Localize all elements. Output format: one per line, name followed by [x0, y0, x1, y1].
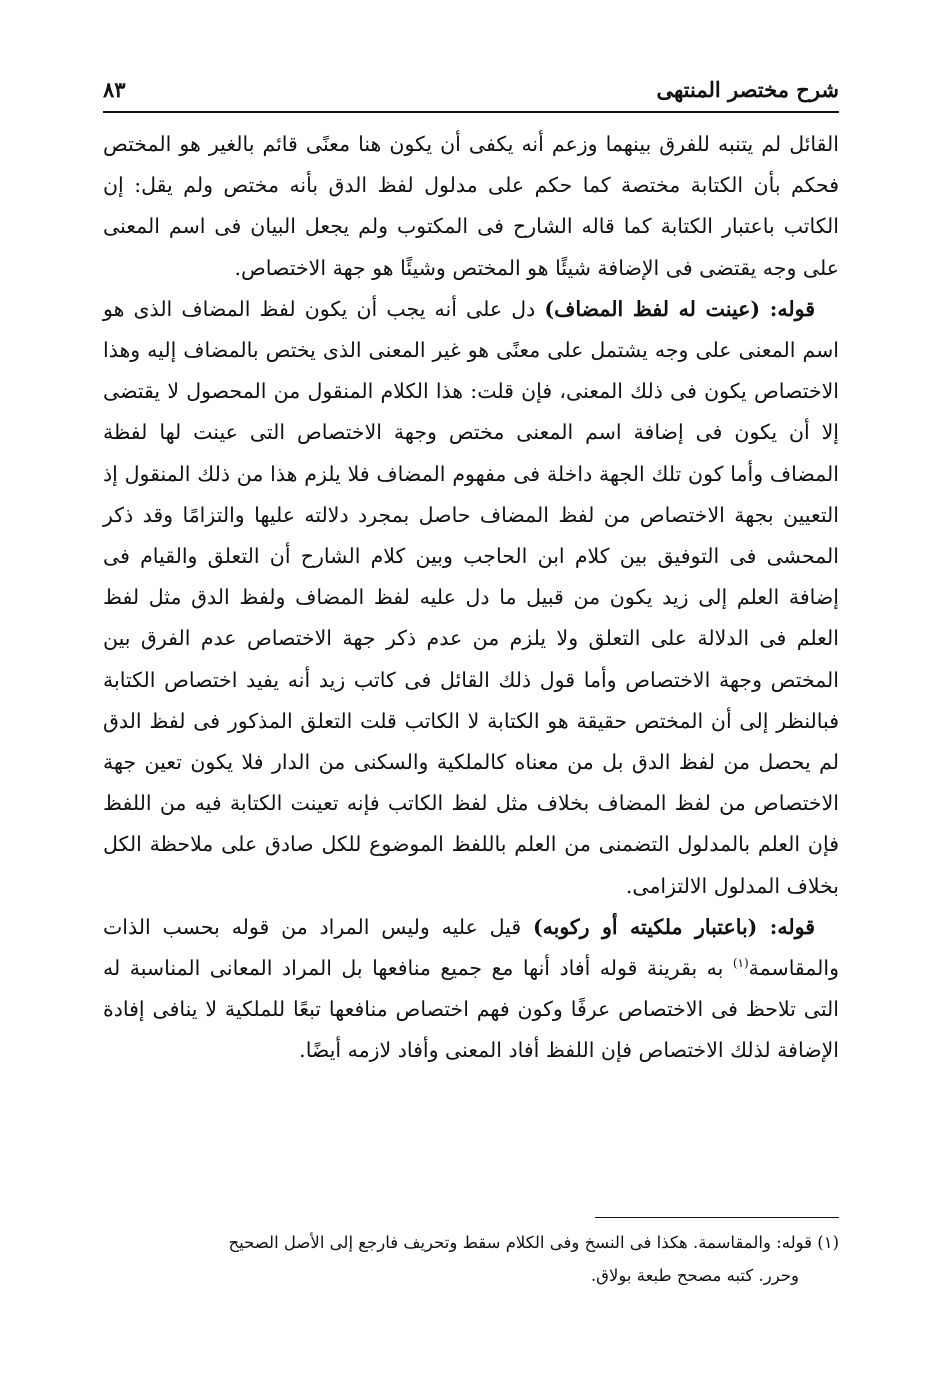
page-number: ٨٣	[103, 76, 126, 102]
page-header	[103, 72, 839, 106]
paragraph-text: قيل عليه وليس المراد من قوله بحسب الذات والمقاسمة	[103, 914, 839, 981]
paragraph-2	[103, 289, 839, 907]
paragraph-text: به بقرينة قوله أفاد أنها مع جميع منافعها بل المراد المعانى المناسبة له التى تلاحظ فى الاختصاص عرفًا وكون فهم اختصاص منافعها تبعًا للملكية لا ينافى إفادة الإضافة لذلك الاختصاص فإن اللفظ أفاد المعنى وأفاد لازمه أيضًا.	[103, 956, 839, 1063]
footnote-marker[interactable]: (١)	[732, 956, 749, 971]
footnote-rule	[595, 1217, 839, 1218]
footnote-1: (١) قوله: والمقاسمة. هكذا فى النسخ وفى الكلام سقط وتحريف فارجع إلى الأصل الصحيح	[228, 1233, 839, 1252]
lemma-heading: قوله: (عينت له لفظ المضاف)	[544, 296, 815, 321]
lemma-heading: قوله: (باعتبار ملكيته أو ركوبه)	[532, 914, 815, 939]
paragraph-3	[103, 907, 839, 1072]
main-text	[103, 124, 839, 1072]
paragraph-text: دل على أنه يجب أن يكون لفظ المضاف الذى هو اسم المعنى على وجه يشتمل على معنًى هو غير المعنى الذى يختص بالمضاف إليه وهذا الاختصاص يكون فى ذلك المعنى، فإن قلت: هذا الكلام المنقول من المحصول لا يقتضى إلا أن يكون فى إضافة اسم المعنى مختص وجهة الاختصاص التى عينت لها لفظة المضاف وأما كون تلك الجهة داخلة فى مفهوم المضاف فلا يلزم هذا من ذلك المنقول إذ التعيين بجهة الاختصاص من لفظ المضاف حاصل بمجرد دلالته عليها والتزامًا وقد ذكر المحشى فى التوفيق بين كلام ابن الحاجب وبين كلام الشارح أن التعلق والقيام فى إضافة العلم إلى زيد يكون من قبيل ما دل عليه لفظ المضاف ولفظ الدق مثل لفظ العلم فى الدلالة على التعلق ولا يلزم من عدم ذكر جهة الاختصاص عدم الفرق بين المختص وجهة الاختصاص وأما قول ذلك القائل فى كاتب زيد أنه يفيد اختصاص الكتابة فبالنظر إلى أن المختص حقيقة هو الكتابة لا الكاتب قلت التعلق المذكور فى لفظ الدق لم يحصل من لفظ الدق بل من معناه كالملكية والسكنى من الدار فلا يكون تعين جهة الاختصاص من لفظ المضاف بخلاف مثل لفظ الكاتب فإنه تعينت الكتابة فيه من اللفظ فإن العلم بالمدلول التضمنى من العلم باللفظ الموضوع للكل صادق على ملاحظة الكل بخلاف المدلول الالتزامى.	[103, 296, 839, 898]
footnote-1-continuation: وحرر. كتبه مصحح طبعة بولاق.	[590, 1266, 799, 1285]
running-title: شرح مختصر المنتهى	[656, 76, 839, 102]
paragraph-1: القائل لم يتنبه للفرق بينهما وزعم أنه يكفى أن يكون هنا معنًى قائم بالغير هو المختص فحكم بأن الكتابة مختصة كما حكم على مدلول لفظ الدق بأنه مختص ولم يقل: إن الكاتب باعتبار الكتابة كما قاله الشارح فى المكتوب ولم يجعل البيان فى اسم المعنى على وجه يقتضى فى الإضافة شيئًا هو المختص وشيئًا هو جهة الاختصاص.	[103, 132, 839, 280]
header-rule	[103, 111, 839, 113]
footnotes	[103, 1226, 839, 1292]
